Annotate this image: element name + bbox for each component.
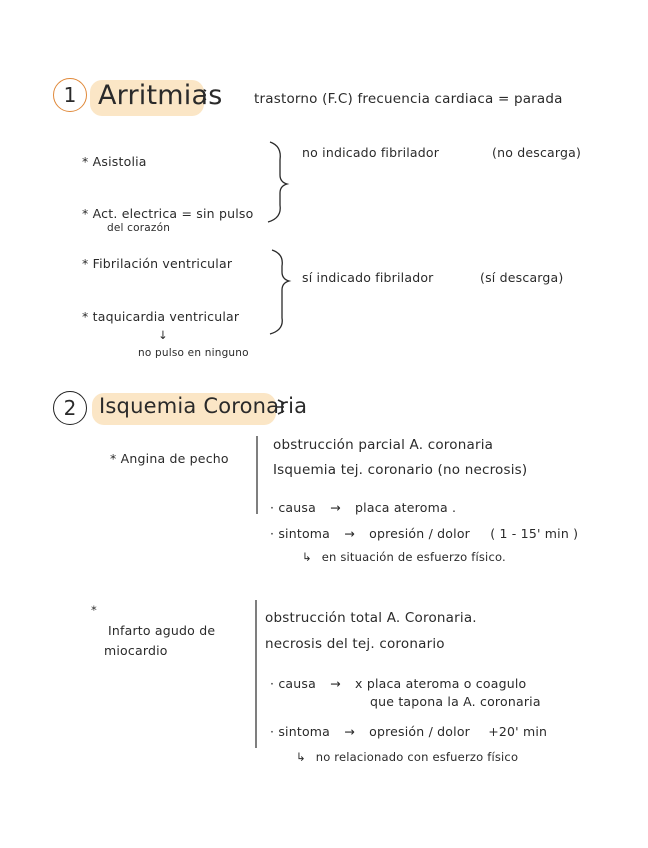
bullet-taquicardia <box>82 309 239 324</box>
infarto-sub-note: no relacionado con esfuerzo físico <box>315 750 519 764</box>
causa-label: · causa <box>270 500 316 515</box>
sintoma-label: · sintoma <box>270 724 331 739</box>
sintoma-time: +20' min <box>488 724 548 739</box>
bullet-infarto: * <box>91 603 97 617</box>
bullet-mark: * <box>82 309 89 324</box>
infarto-line-2: necrosis del tej. coronario <box>265 636 445 652</box>
angina-sub-note: en situación de esfuerzo físico. <box>321 550 506 564</box>
bullet-mark: * <box>110 451 117 466</box>
down-arrow-icon: ↓ <box>158 328 168 342</box>
group-2-note: sí indicado fibrilador <box>302 270 434 285</box>
brace-group-2 <box>270 250 289 334</box>
section-2-number: 2 <box>53 391 87 425</box>
causa-value: placa ateroma . <box>355 500 457 515</box>
infarto-causa <box>270 676 526 691</box>
section-1-footnote: no pulso en ninguno <box>138 347 249 359</box>
sintoma-value: opresión / dolor <box>369 526 471 541</box>
infarto-sintoma <box>270 724 547 739</box>
return-arrow-icon: ↳ <box>296 750 306 764</box>
angina-sub <box>302 550 506 564</box>
item-angina: Angina de pecho <box>120 451 229 466</box>
arrow-right-icon: → <box>330 676 341 691</box>
angina-line-1: obstrucción parcial A. coronaria <box>273 437 494 453</box>
bullet-asistolia <box>82 154 147 169</box>
brace-group-1 <box>268 142 287 222</box>
item-infarto-line-2: miocardio <box>104 643 168 658</box>
group-2-paren: (sí descarga) <box>480 270 564 285</box>
bullet-mark: * <box>82 256 89 271</box>
group-1-paren: (no descarga) <box>492 145 582 160</box>
return-arrow-icon: ↳ <box>302 550 312 564</box>
causa-label: · causa <box>270 676 316 691</box>
section-1-title: Arritmias <box>98 80 223 111</box>
item-act-electrica: Act. electrica = sin pulso <box>92 206 254 221</box>
group-1-note: no indicado fibrilador <box>302 145 440 160</box>
sintoma-time: ( 1 - 15' min ) <box>490 526 579 541</box>
item-infarto-line-1: Infarto agudo de <box>108 623 216 638</box>
bullet-act-electrica <box>82 206 253 221</box>
bullet-mark: * <box>82 154 89 169</box>
sintoma-value: opresión / dolor <box>369 724 471 739</box>
sintoma-label: · sintoma <box>270 526 331 541</box>
infarto-sub <box>296 750 518 764</box>
bullet-angina <box>110 451 229 466</box>
section-2-title: Isquemia Coronaria <box>99 394 308 418</box>
item-fibrilacion: Fibrilación ventricular <box>92 256 233 271</box>
bullet-mark: * <box>82 206 89 221</box>
causa-value-line-2: que tapona la A. coronaria <box>370 694 541 709</box>
angina-line-2: Isquemia tej. coronario (no necrosis) <box>273 462 528 478</box>
section-1-number: 1 <box>53 78 87 112</box>
arrow-right-icon: → <box>344 724 355 739</box>
bullet-fibrilacion <box>82 256 232 271</box>
item-asistolia: Asistolia <box>92 154 147 169</box>
item-taquicardia: taquicardia ventricular <box>92 309 240 324</box>
section-1-definition: trastorno (F.C) frecuencia cardiaca = parada <box>254 91 563 107</box>
angina-causa <box>270 500 456 515</box>
arrow-right-icon: → <box>344 526 355 541</box>
arrow-right-icon: → <box>330 500 341 515</box>
angina-sintoma <box>270 526 578 541</box>
infarto-line-1: obstrucción total A. Coronaria. <box>265 610 477 626</box>
item-act-electrica-sub: del corazón <box>107 222 171 234</box>
causa-value-line-1: x placa ateroma o coagulo <box>355 676 527 691</box>
